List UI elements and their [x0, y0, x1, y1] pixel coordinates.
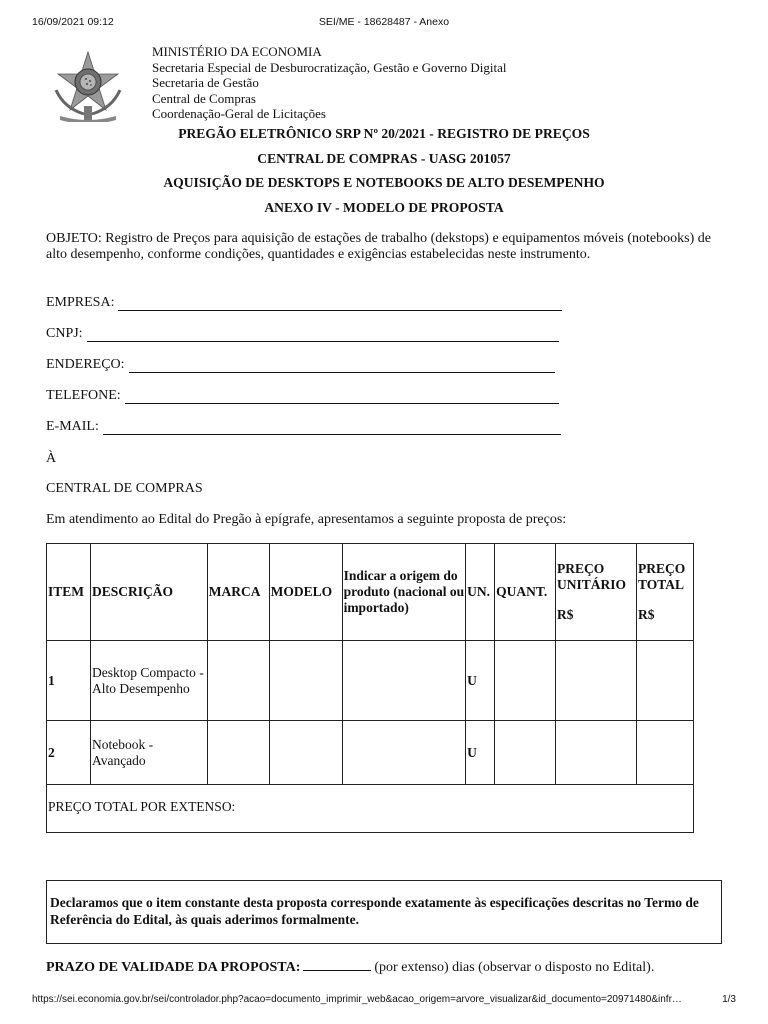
- prazo-label: PRAZO DE VALIDADE DA PROPOSTA:: [46, 960, 301, 975]
- field-email[interactable]: [46, 417, 561, 435]
- header-preco-total: [636, 544, 693, 641]
- row-origem-cell[interactable]: [342, 721, 466, 785]
- field-email-label: E-MAIL:: [46, 419, 99, 434]
- row-preco-unitario-cell[interactable]: [556, 641, 637, 721]
- table-row: [47, 721, 694, 785]
- document-titles: [46, 126, 722, 224]
- prazo-blank-line[interactable]: [303, 958, 371, 971]
- print-header: [32, 16, 736, 30]
- row-un: U: [466, 721, 495, 785]
- row-item: 2: [47, 721, 91, 785]
- row-origem-cell[interactable]: [342, 641, 466, 721]
- row-preco-unitario-cell[interactable]: [556, 721, 637, 785]
- agency-secretariat: Secretaria de Gestão: [152, 75, 259, 91]
- agency-coordination: Coordenação-Geral de Licitações: [152, 106, 326, 122]
- header-preco-total-currency: R$: [637, 607, 655, 622]
- row-preco-total-cell[interactable]: [636, 721, 693, 785]
- print-page-number: 1/3: [722, 994, 736, 1005]
- field-cnpj-line[interactable]: [87, 329, 559, 342]
- field-endereco-label: ENDEREÇO:: [46, 357, 125, 372]
- header-preco-unitario-currency: R$: [557, 607, 574, 622]
- objeto-paragraph: OBJETO: Registro de Preços para aquisição de estações de trabalho (dekstops) e equipamentos móveis (notebooks) de alto desempenho, conforme condições, quantidades e exigências estabelecidas neste instrumento.: [46, 231, 711, 263]
- row-un: U: [466, 641, 495, 721]
- field-empresa[interactable]: [46, 293, 562, 311]
- total-extenso-cell[interactable]: [47, 785, 694, 833]
- header-modelo: MODELO: [269, 544, 342, 641]
- proposal-table: [46, 543, 694, 833]
- field-telefone-line[interactable]: [125, 391, 559, 404]
- print-footer: [32, 994, 736, 1008]
- title-central: CENTRAL DE COMPRAS - UASG 201057: [257, 150, 511, 166]
- field-empresa-label: EMPRESA:: [46, 295, 115, 310]
- field-email-line[interactable]: [103, 422, 561, 435]
- header-marca: MARCA: [207, 544, 269, 641]
- print-title: SEI/ME - 18628487 - Anexo: [318, 16, 450, 28]
- row-preco-total-cell[interactable]: [636, 641, 693, 721]
- prazo-validade: [46, 958, 654, 976]
- field-telefone[interactable]: [46, 386, 559, 404]
- table-total-row: [47, 785, 694, 833]
- header-item: ITEM: [47, 544, 91, 641]
- field-telefone-label: TELEFONE:: [46, 388, 121, 403]
- prazo-rest: (por extenso) dias (observar o disposto no Edital).: [374, 960, 655, 975]
- row-marca-cell[interactable]: [207, 641, 269, 721]
- proposal-intro: Em atendimento ao Edital do Pregão à epígrafe, apresentamos a seguinte proposta de preços:: [46, 512, 567, 527]
- header-descricao: DESCRIÇÃO: [90, 544, 207, 641]
- agency-secretariat-special: Secretaria Especial de Desburocratização, Gestão e Governo Digital: [152, 59, 507, 75]
- addressee-central: CENTRAL DE COMPRAS: [46, 481, 203, 496]
- print-date: 16/09/2021 09:12: [32, 16, 114, 28]
- title-aquisicao: AQUISIÇÃO DE DESKTOPS E NOTEBOOKS DE ALTO DESEMPENHO: [163, 175, 605, 190]
- table-header-row: [47, 544, 694, 641]
- row-quant-cell[interactable]: [495, 641, 556, 721]
- agency-block: [152, 44, 506, 122]
- header-quant: QUANT.: [495, 544, 556, 641]
- header-preco-unitario-label: PREÇO UNITÁRIO: [557, 561, 627, 592]
- header-origem: Indicar a origem do produto (nacional ou importado): [342, 544, 466, 641]
- row-item: 1: [47, 641, 91, 721]
- row-marca-cell[interactable]: [207, 721, 269, 785]
- field-endereco-line[interactable]: [129, 360, 555, 373]
- row-modelo-cell[interactable]: [269, 721, 342, 785]
- title-pregao: PREGÃO ELETRÔNICO SRP Nº 20/2021 - REGISTRO DE PREÇOS: [178, 126, 590, 141]
- coat-of-arms-icon: [50, 50, 126, 122]
- field-empresa-line[interactable]: [118, 298, 562, 311]
- addressee-a: À: [46, 451, 57, 466]
- agency-ministry: MINISTÉRIO DA ECONOMIA: [152, 44, 322, 59]
- field-endereco[interactable]: [46, 355, 555, 373]
- field-cnpj[interactable]: [46, 324, 559, 342]
- row-descricao: Desktop Compacto - Alto Desempenho: [90, 641, 207, 721]
- header-un: UN.: [466, 544, 495, 641]
- agency-central: Central de Compras: [152, 90, 256, 106]
- declaration-box: Declaramos que o item constante desta proposta corresponde exatamente às especificações descritas no Termo de Referência do Edital, às quais aderimos formalmente.: [46, 880, 722, 944]
- total-extenso-label: PREÇO TOTAL POR EXTENSO:: [48, 799, 236, 814]
- row-descricao: Notebook - Avançado: [90, 721, 207, 785]
- field-cnpj-label: CNPJ:: [46, 326, 83, 341]
- title-anexo: ANEXO IV - MODELO DE PROPOSTA: [264, 199, 504, 215]
- table-row: [47, 641, 694, 721]
- row-modelo-cell[interactable]: [269, 641, 342, 721]
- print-url: https://sei.economia.gov.br/sei/controlador.php?acao=documento_imprimir_web&acao_origem=arvore_visualizar&id_documento=20971480&infr…: [32, 994, 682, 1005]
- header-preco-total-label: PREÇO TOTAL: [637, 561, 686, 592]
- header-preco-unitario: [556, 544, 637, 641]
- row-quant-cell[interactable]: [495, 721, 556, 785]
